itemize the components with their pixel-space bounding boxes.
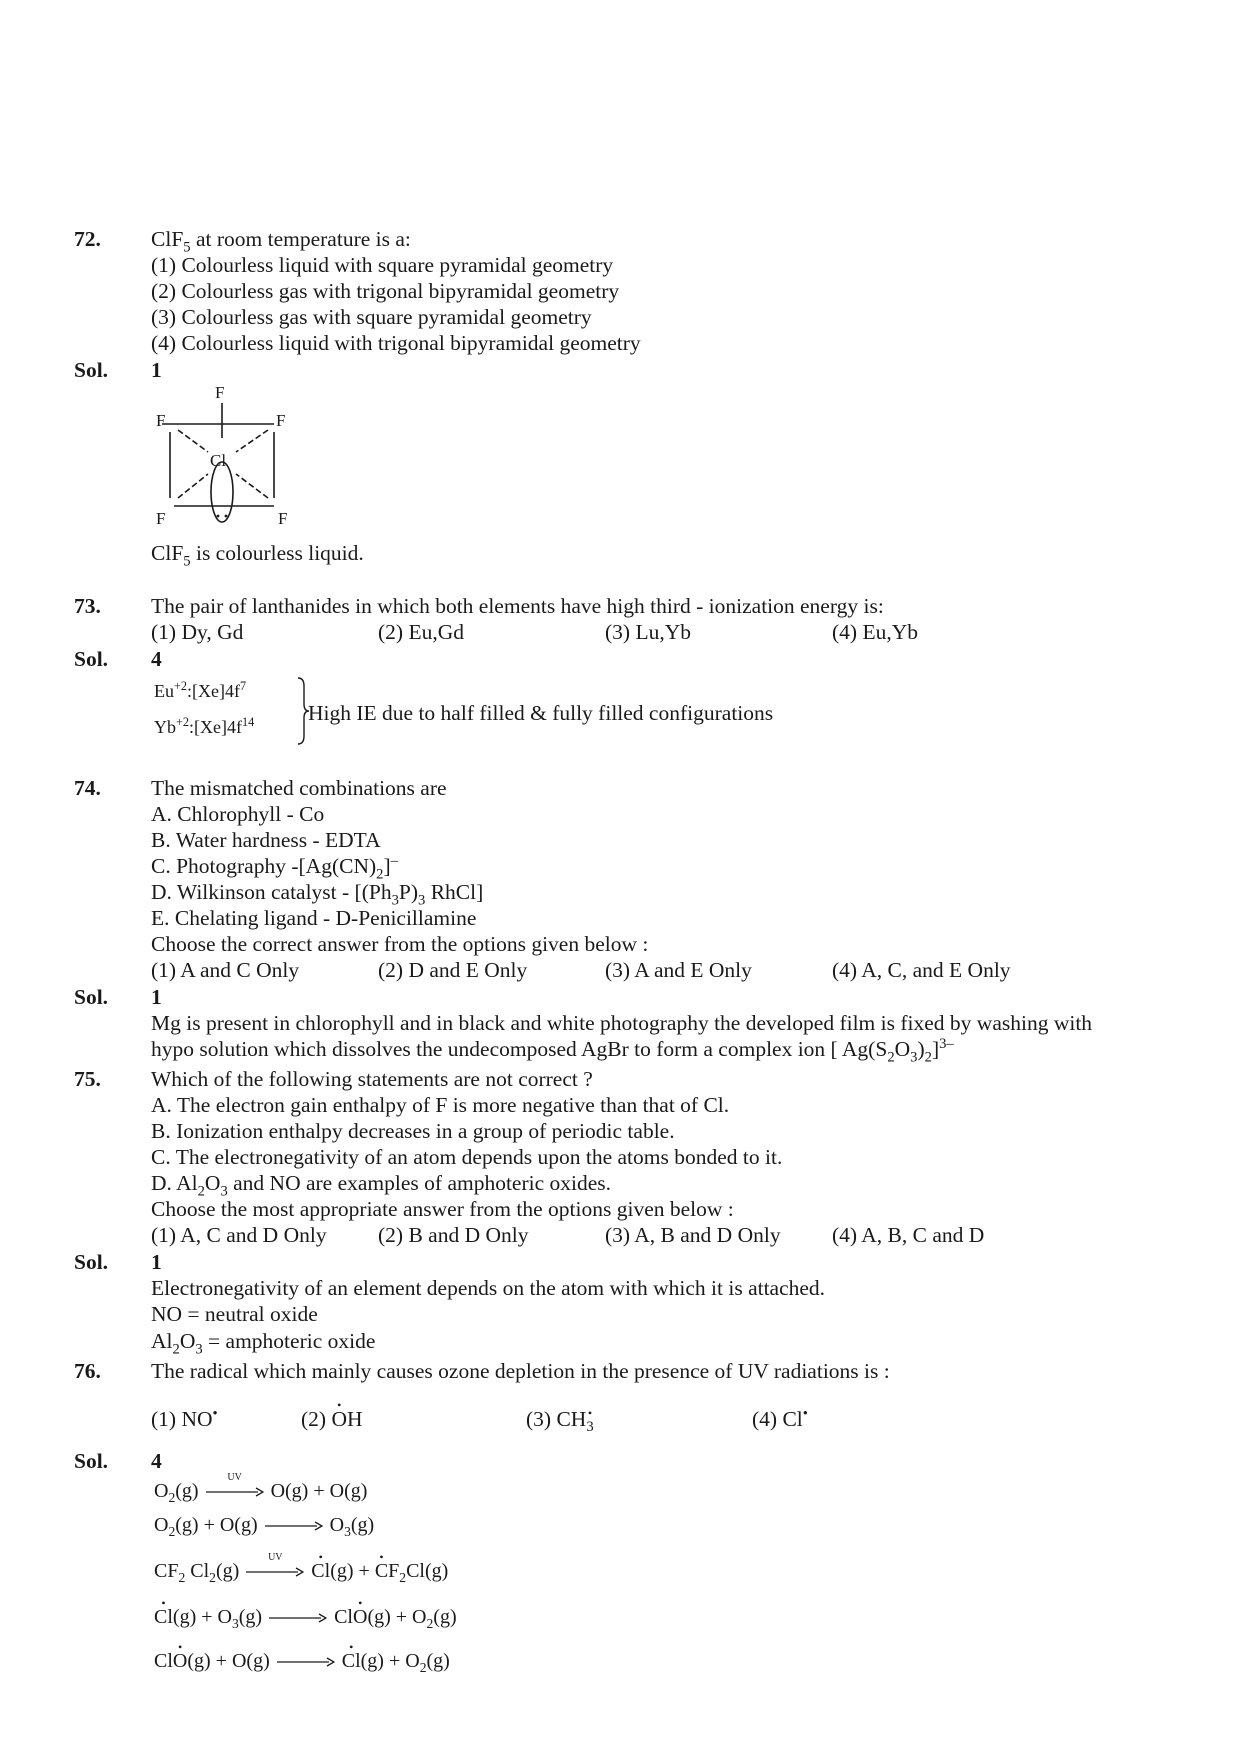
fluorine-label: F — [276, 411, 286, 430]
clf5-structure-diagram — [150, 380, 300, 530]
solution-answer: 4 — [151, 647, 162, 671]
fluorine-label: F — [278, 509, 288, 528]
question-number: 75. — [74, 1067, 101, 1091]
solution-answer: 1 — [151, 1250, 162, 1274]
option: (3) A, B and D Only — [605, 1223, 781, 1247]
solution-text: hypo solution which dissolves the undecomposed AgBr to form a complex ion [ $Ag(S_2O_3)_2]^{3-}$ — [151, 1035, 954, 1066]
option: (1) A and C Only — [151, 958, 300, 982]
option: (4) Colourless liquid with trigonal bipyramidal geometry — [151, 331, 641, 355]
question-stem: The radical which mainly causes ozone depletion in the presence of UV radiations is : — [151, 1359, 890, 1383]
solution-label: Sol. — [74, 1250, 109, 1274]
question-number: 76. — [74, 1359, 101, 1383]
statement-d: D. $Al_2O_3$ and NO are examples of amphoteric oxides. — [151, 1171, 612, 1200]
solution-text: Electronegativity of an element depends on the atom with which it is attached. — [151, 1276, 826, 1300]
reaction-equation: $O_2(g)$ UV O(g) + O(g) — [154, 1472, 368, 1505]
brace-note: High IE due to half filled & fully filled configurations — [308, 701, 774, 725]
option: (1) Dy, Gd — [151, 620, 244, 644]
solution-answer: 4 — [151, 1449, 162, 1473]
statement-c: C. The electronegativity of an atom depends upon the atoms bonded to it. — [151, 1145, 783, 1169]
option: (4) Eu,Yb — [832, 620, 918, 644]
electron-config-yb: $Yb^{+2}:[Xe]4f^{14}$ — [154, 715, 255, 737]
question-stem: The pair of lanthanides in which both elements have high third - ionization energy is: — [151, 594, 884, 618]
question-stem: Which of the following statements are not correct ? — [151, 1067, 593, 1091]
solution-label: Sol. — [74, 647, 109, 671]
fluorine-label: F — [215, 383, 225, 402]
solution-note: ClF$_5$ is colourless liquid. — [151, 541, 364, 570]
solution-label: Sol. — [74, 1449, 109, 1473]
option: (2) • OH — [301, 1406, 363, 1432]
solution-text: $Al_2O_3$ = amphoteric oxide — [151, 1329, 376, 1358]
option: (4) A, B, C and D — [832, 1223, 985, 1247]
statement-a: A. Chlorophyll - Co — [151, 802, 325, 826]
reaction-arrow-icon: UV — [206, 1485, 264, 1499]
reaction-equation: $CF_2$ $Cl_2(g)$ UV • Cl(g) + • $CF_2Cl(g)$ — [154, 1558, 448, 1584]
instruction: Choose the correct answer from the options given below : — [151, 932, 649, 956]
statement-b: B. Ionization enthalpy decreases in a group of periodic table. — [151, 1119, 675, 1143]
option: (2) B and D Only — [378, 1223, 529, 1247]
option: (2) Colourless gas with trigonal bipyramidal geometry — [151, 279, 620, 303]
reaction-arrow-icon — [269, 1611, 327, 1625]
option: (4) A, C, and E Only — [832, 958, 1011, 982]
solution-label: Sol. — [74, 358, 109, 382]
option: (1) Colourless liquid with square pyramidal geometry — [151, 253, 614, 277]
reaction-arrow-icon — [265, 1519, 323, 1533]
fluorine-label: F — [156, 411, 166, 430]
option: (3) A and E Only — [605, 958, 752, 982]
solution-answer: 1 — [151, 985, 162, 1009]
solution-answer: 1 — [151, 358, 162, 382]
solution-label: Sol. — [74, 985, 109, 1009]
statement-b: B. Water hardness - EDTA — [151, 828, 381, 852]
option: (3) Lu,Yb — [605, 620, 691, 644]
option: (3) Colourless gas with square pyramidal geometry — [151, 305, 592, 329]
question-number: 74. — [74, 776, 101, 800]
option: (1) A, C and D Only — [151, 1223, 327, 1247]
reaction-arrow-icon: UV — [246, 1565, 304, 1579]
reaction-equation: Cl• O(g) + O(g) • $Cl(g) + O_2(g)$ — [154, 1648, 450, 1674]
solution-text: NO = neutral oxide — [151, 1302, 318, 1326]
option: (2) Eu,Gd — [378, 620, 464, 644]
reaction-arrow-icon — [277, 1655, 335, 1669]
statement-c: C. Photography $-[Ag(CN)_2]^-$ — [151, 852, 398, 883]
solution-text: Mg is present in chlorophyll and in black and white photography the developed film is fixed by washing with — [151, 1011, 1093, 1035]
statement-a: A. The electron gain enthalpy of F is more negative than that of Cl. — [151, 1093, 730, 1117]
fluorine-label: F — [156, 509, 166, 528]
statement-d: D. Wilkinson catalyst - [$(Ph_3P)_3$ RhCl] — [151, 880, 484, 909]
chlorine-label: Cl — [210, 451, 227, 470]
statement-e: E. Chelating ligand - D-Penicillamine — [151, 906, 477, 930]
option: (4) Cl• — [752, 1405, 808, 1431]
option: (1) NO• — [151, 1405, 218, 1431]
option: (3) $CH_3$ — [526, 1407, 594, 1436]
electron-config-eu: $Eu^{+2}:[Xe]4f^7$ — [154, 679, 247, 701]
reaction-equation: $O_2(g) + O(g)$ $O_3(g)$ — [154, 1514, 375, 1539]
question-stem: The mismatched combinations are — [151, 776, 447, 800]
instruction: Choose the most appropriate answer from the options given below : — [151, 1197, 734, 1221]
question-number: 73. — [74, 594, 101, 618]
reaction-equation: • $Cl(g) + O_3(g)$ Cl• $O(g) + O_2(g)$ — [154, 1604, 457, 1630]
question-number: 72. — [74, 227, 101, 251]
question-stem: ClF$_5$ at room temperature is a: — [151, 227, 411, 256]
option: (2) D and E Only — [378, 958, 528, 982]
